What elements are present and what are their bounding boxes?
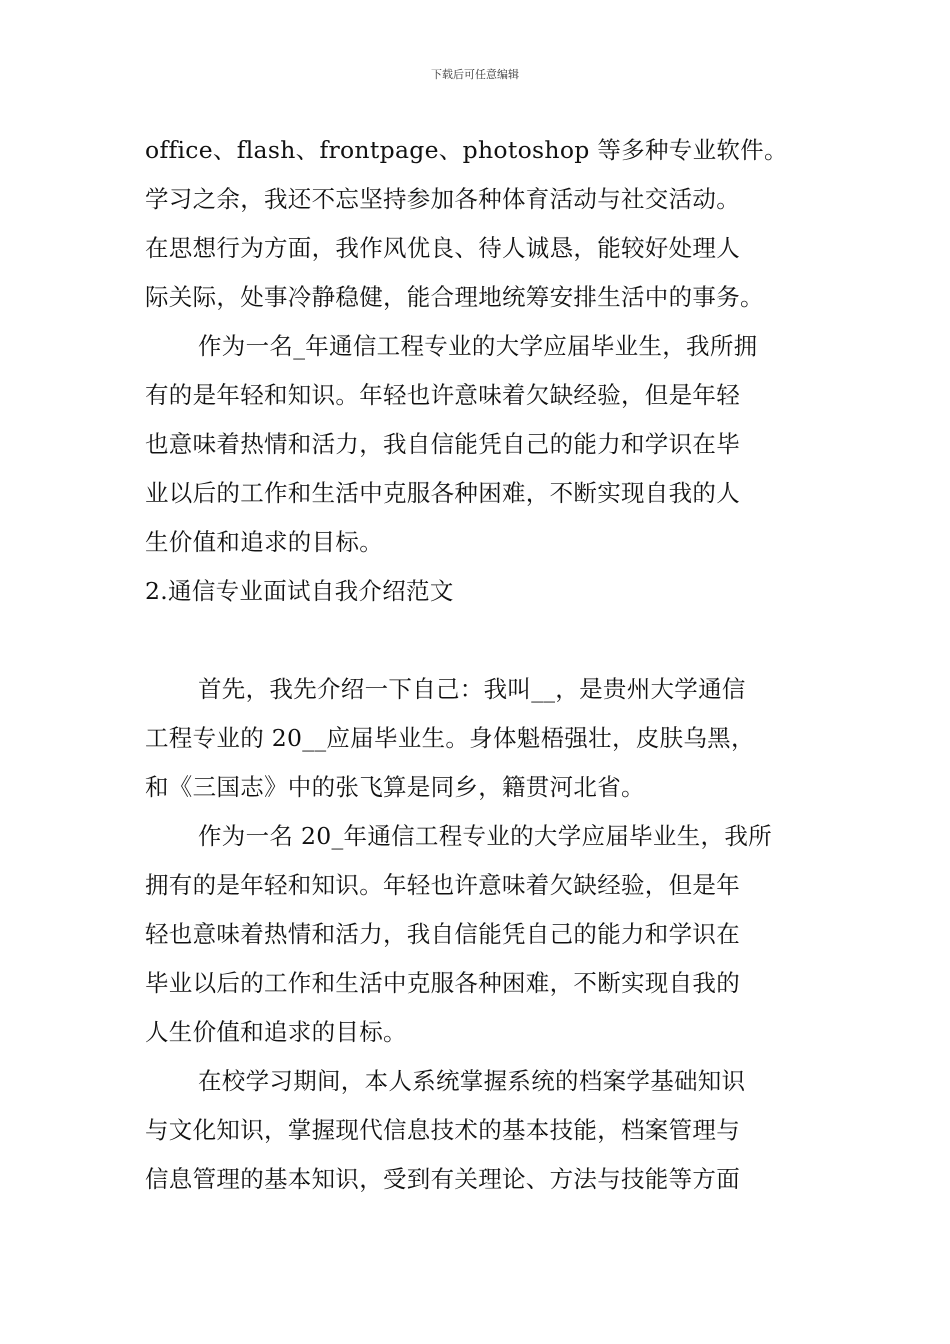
text-line: 毕业以后的工作和生活中克服各种困难，不断实现自我的: [145, 969, 740, 997]
section-heading: 2.通信专业面试自我介绍范文: [145, 577, 454, 605]
text-line: 学习之余，我还不忘坚持参加各种体育活动与社交活动。: [145, 185, 740, 213]
text-line: 际关际，处事冷静稳健，能合理地统筹安排生活中的事务。: [145, 283, 764, 311]
text-line: 作为一名_年通信工程专业的大学应届毕业生，我所拥: [198, 332, 758, 360]
text-line: office、flash、frontpage、photoshop 等多种专业软件。: [145, 136, 788, 164]
text-line: 也意味着热情和活力，我自信能凭自己的能力和学识在毕: [145, 430, 740, 458]
text-line: 业以后的工作和生活中克服各种困难，不断实现自我的人: [145, 479, 740, 507]
text-line: 有的是年轻和知识。年轻也许意味着欠缺经验，但是年轻: [145, 381, 740, 409]
text-line: 首先，我先介绍一下自己：我叫__，是贵州大学通信: [198, 675, 746, 703]
text-line: 在校学习期间，本人系统掌握系统的档案学基础知识: [198, 1067, 746, 1095]
text-line: 信息管理的基本知识，受到有关理论、方法与技能等方面: [145, 1165, 740, 1193]
text-line: 和《三国志》中的张飞算是同乡，籍贯河北省。: [145, 773, 645, 801]
text-line: 生价值和追求的目标。: [145, 528, 383, 556]
document-body: [145, 126, 808, 1204]
page-header: 下载后可任意编辑: [431, 68, 519, 81]
blank-line: [145, 616, 808, 665]
text-line: 工程专业的 20__应届毕业生。身体魁梧强壮，皮肤乌黑，: [145, 724, 755, 752]
text-line: 轻也意味着热情和活力，我自信能凭自己的能力和学识在: [145, 920, 740, 948]
text-line: 拥有的是年轻和知识。年轻也许意味着欠缺经验，但是年: [145, 871, 740, 899]
text-line: 作为一名 20_年通信工程专业的大学应届毕业生，我所: [198, 822, 772, 850]
text-line: 在思想行为方面，我作风优良、待人诚恳，能较好处理人: [145, 234, 740, 262]
text-line: 与文化知识，掌握现代信息技术的基本技能，档案管理与: [145, 1116, 740, 1144]
text-line: 人生价值和追求的目标。: [145, 1018, 407, 1046]
